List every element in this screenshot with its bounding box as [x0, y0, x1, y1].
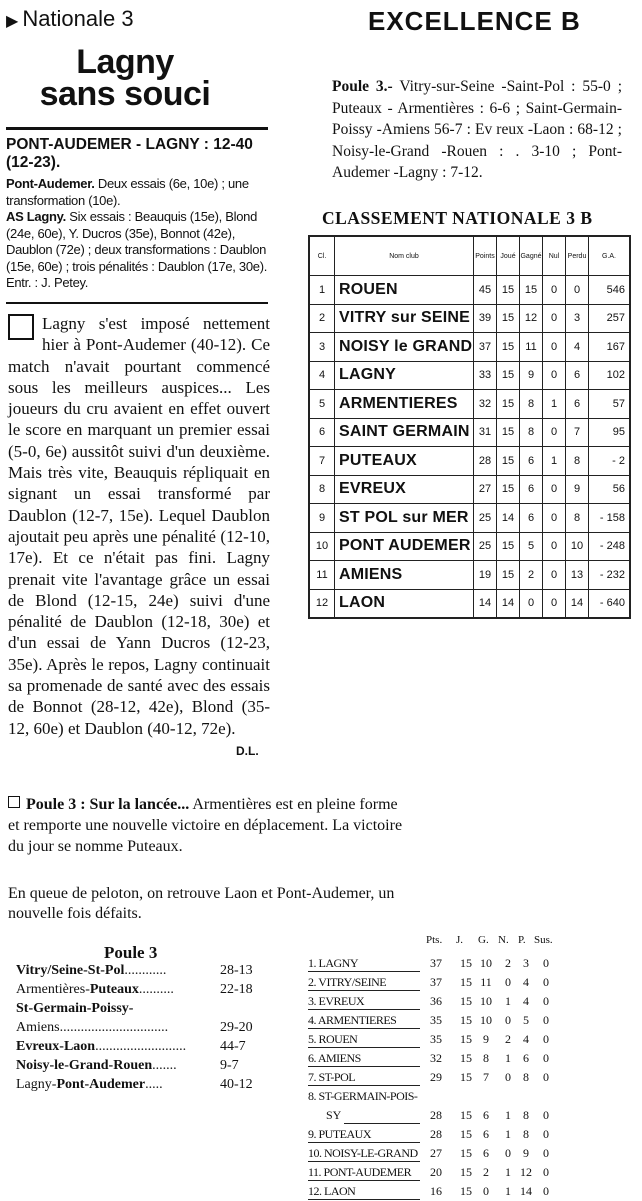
standings-s: 0 [543, 1108, 549, 1122]
poule3-results [332, 76, 622, 184]
standings-row [308, 1125, 628, 1144]
ranking-lost: 14 [566, 589, 589, 618]
ranking-rank: 3 [309, 333, 335, 362]
dotted-leader [308, 1142, 420, 1143]
ranking-played: 15 [497, 532, 520, 561]
team-b: Pont-Audemer [56, 1077, 146, 1092]
dotted-leader [308, 1180, 420, 1181]
ranking-played: 15 [497, 361, 520, 390]
standings-header [308, 930, 628, 950]
ranking-ga: 257 [589, 304, 631, 333]
pa-scorers: Deux essais (6e, 10e) ; une transformation (10e). [6, 176, 249, 208]
standings-team: 1. LAGNY [308, 956, 358, 970]
col-header: Nom club [335, 236, 474, 276]
standings-s: 0 [543, 1051, 549, 1065]
standings-row-continued [308, 1106, 628, 1125]
standings-s: 0 [543, 994, 549, 1008]
ranking-points: 19 [474, 561, 497, 590]
standings-p: 12 [520, 1165, 532, 1179]
leader-dots: ....... [152, 1058, 177, 1073]
standings-pts: 28 [430, 1127, 442, 1141]
poule3-match [16, 1077, 266, 1096]
triangle-icon: ▶ [6, 13, 19, 30]
ranking-row [309, 561, 630, 590]
ranking-played: 15 [497, 333, 520, 362]
ranking-rank: 8 [309, 475, 335, 504]
ranking-ga: - 2 [589, 447, 631, 476]
standings-n: 0 [505, 1146, 511, 1160]
ranking-club: SAINT GERMAIN [335, 418, 474, 447]
ranking-points: 14 [474, 589, 497, 618]
ranking-drawn: 1 [543, 447, 566, 476]
ranking-played: 14 [497, 504, 520, 533]
ranking-won: 8 [520, 418, 543, 447]
queue-paragraph: En queue de peloton, on retrouve Laon et Pont-Audemer, un nouvelle fois défaits. [8, 885, 395, 922]
leader-dots: .......... [138, 982, 174, 997]
standings-g: 0 [483, 1184, 489, 1198]
section-name: Nationale 3 [22, 6, 134, 31]
ranking-points: 28 [474, 447, 497, 476]
ranking-drawn: 0 [543, 304, 566, 333]
ranking-club: PONT AUDEMER [335, 532, 474, 561]
standings-col-header: N. [498, 934, 509, 946]
ranking-won: 8 [520, 390, 543, 419]
standings-n: 1 [505, 1108, 511, 1122]
pa-team: Pont-Audemer. [6, 176, 95, 191]
standings-j: 15 [460, 1146, 472, 1160]
standings-j: 15 [460, 1108, 472, 1122]
standings-s: 0 [543, 1013, 549, 1027]
dotted-leader [308, 1047, 420, 1048]
standings-n: 1 [505, 1051, 511, 1065]
ranking-club: ST POL sur MER [335, 504, 474, 533]
ranking-drawn: 0 [543, 475, 566, 504]
col-header: Nul [543, 236, 566, 276]
standings-row [308, 992, 628, 1011]
team-a: St-Germain-Poissy- [16, 1001, 134, 1016]
leader-dots: .......................... [95, 1039, 187, 1054]
ranking-lost: 6 [566, 390, 589, 419]
team-a: Noisy-le-Grand-Rouen [16, 1058, 153, 1073]
ranking-played: 15 [497, 561, 520, 590]
standings-g: 6 [483, 1127, 489, 1141]
standings-s: 0 [543, 1070, 549, 1084]
ranking-club: PUTEAUX [335, 447, 474, 476]
standings-s: 0 [543, 975, 549, 989]
ranking-won: 6 [520, 475, 543, 504]
standings-n: 1 [505, 994, 511, 1008]
ranking-rank: 4 [309, 361, 335, 390]
ranking-lost: 8 [566, 504, 589, 533]
standings-col-header: Sus. [534, 934, 553, 946]
poule3-match [16, 982, 266, 1001]
ranking-won: 6 [520, 447, 543, 476]
poule3-match [16, 1001, 266, 1020]
ranking-points: 31 [474, 418, 497, 447]
article-box-icon [8, 314, 34, 340]
ranking-lost: 4 [566, 333, 589, 362]
ranking-points: 25 [474, 504, 497, 533]
standings-j: 15 [460, 975, 472, 989]
standings-g: 10 [480, 956, 492, 970]
ranking-row [309, 589, 630, 618]
standings-j: 15 [460, 994, 472, 1008]
lagny-team: AS Lagny. [6, 209, 66, 224]
ranking-played: 15 [497, 475, 520, 504]
standings-team: 6. AMIENS [308, 1051, 361, 1065]
ranking-won: 11 [520, 333, 543, 362]
ranking-club: NOISY le GRAND [335, 333, 474, 362]
ranking-drawn: 1 [543, 390, 566, 419]
ranking-ga: - 158 [589, 504, 631, 533]
standings-row [308, 1049, 628, 1068]
ranking-rank: 2 [309, 304, 335, 333]
ranking-title: CLASSEMENT NATIONALE 3 B [322, 208, 593, 228]
ranking-won: 0 [520, 589, 543, 618]
ranking-drawn: 0 [543, 333, 566, 362]
ranking-drawn: 0 [543, 589, 566, 618]
match-score: PONT-AUDEMER - LAGNY : 12-40 (12-23). [6, 136, 253, 171]
poule3-match-score: 22-18 [220, 982, 253, 997]
ranking-drawn: 0 [543, 504, 566, 533]
poule3-match-score: 28-13 [220, 963, 253, 978]
ranking-club: LAON [335, 589, 474, 618]
poule3-match [16, 1020, 266, 1039]
dotted-leader [308, 1028, 420, 1029]
col-header: Gagné [520, 236, 543, 276]
dotted-leader [308, 1085, 420, 1086]
ranking-points: 27 [474, 475, 497, 504]
ranking-played: 15 [497, 304, 520, 333]
standings-g: 6 [483, 1146, 489, 1160]
ranking-rank: 5 [309, 390, 335, 419]
team-a: Amiens [16, 1020, 60, 1035]
standings-s: 0 [543, 1032, 549, 1046]
col-header: G.A. [589, 236, 631, 276]
poule3-match-teams [16, 1039, 186, 1055]
ranking-row [309, 418, 630, 447]
ranking-played: 14 [497, 589, 520, 618]
poule3-match-teams [16, 1058, 177, 1074]
ranking-ga: - 248 [589, 532, 631, 561]
headline [20, 43, 230, 113]
poule3-match-teams [16, 1001, 133, 1017]
standings-p: 3 [523, 956, 529, 970]
ranking-won: 9 [520, 361, 543, 390]
standings-n: 1 [505, 1184, 511, 1198]
standings-s: 0 [543, 1146, 549, 1160]
standings-g: 9 [483, 1032, 489, 1046]
ranking-rank: 1 [309, 276, 335, 305]
ranking-rank: 12 [309, 589, 335, 618]
standings-col-header: G. [478, 934, 489, 946]
standings-n: 2 [505, 956, 511, 970]
ranking-drawn: 0 [543, 561, 566, 590]
standings-g: 10 [480, 1013, 492, 1027]
ranking-club: ROUEN [335, 276, 474, 305]
standings-j: 15 [460, 1127, 472, 1141]
ranking-won: 12 [520, 304, 543, 333]
standings-pts: 29 [430, 1070, 442, 1084]
standings-p: 6 [523, 1051, 529, 1065]
standings-pts: 32 [430, 1051, 442, 1065]
standings-team: 5. ROUEN [308, 1032, 358, 1046]
standings-s: 0 [543, 956, 549, 970]
ranking-ga: 57 [589, 390, 631, 419]
ranking-row [309, 390, 630, 419]
dotted-leader [344, 1123, 420, 1124]
standings-j: 15 [460, 1013, 472, 1027]
standings-p: 4 [523, 994, 529, 1008]
standings-n: 1 [505, 1165, 511, 1179]
standings-team: 11. PONT-AUDEMER [308, 1165, 412, 1179]
standings-s: 0 [543, 1184, 549, 1198]
ranking-row [309, 475, 630, 504]
dotted-leader [308, 1066, 420, 1067]
ranking-ga: 102 [589, 361, 631, 390]
lance-title: Poule 3 : Sur la lancée... [26, 796, 190, 813]
ranking-played: 15 [497, 390, 520, 419]
headline-line2: sans souci [39, 75, 211, 113]
ranking-won: 5 [520, 532, 543, 561]
poule3-box-list [16, 963, 266, 1096]
lagny-scorers: Six essais : Beauquis (15e), Blond (24e, 60e), Y. Ducros (35e), Bonnot (42e), Daublon (72e) ; deux transformations : Daublon (15e, 60e) ; trois pénalités : Daublon (17e, 30e). Entr. : J. Petey. [6, 209, 268, 290]
standings-pts: 37 [430, 956, 442, 970]
ranking-played: 15 [497, 276, 520, 305]
ranking-drawn: 0 [543, 418, 566, 447]
standings-n: 0 [505, 975, 511, 989]
standings-col-header: P. [518, 934, 526, 946]
ranking-row [309, 532, 630, 561]
standings-pts: 28 [430, 1108, 442, 1122]
poule3-match [16, 963, 266, 982]
standings-p: 8 [523, 1070, 529, 1084]
ranking-drawn: 0 [543, 276, 566, 305]
ranking-lost: 10 [566, 532, 589, 561]
standings-n: 0 [505, 1013, 511, 1027]
standings-col-header: J. [456, 934, 464, 946]
poule3-box-heading: Poule 3 [104, 943, 158, 962]
ranking-row [309, 361, 630, 390]
standings-g: 10 [480, 994, 492, 1008]
ranking-drawn: 0 [543, 361, 566, 390]
standings-pts: 16 [430, 1184, 442, 1198]
poule3-match-score: 29-20 [220, 1020, 253, 1035]
standings-g: 2 [483, 1165, 489, 1179]
standings-row [308, 954, 628, 973]
col-header: Joué [497, 236, 520, 276]
ranking-lost: 3 [566, 304, 589, 333]
col-header: Points [474, 236, 497, 276]
poule3-match [16, 1058, 266, 1077]
ranking-points: 45 [474, 276, 497, 305]
lance-text: Armentières est en pleine forme et remporte une nouvelle victoire en déplacement. La victoire du jour se nomme Puteaux. [8, 796, 403, 855]
ranking-ga: 56 [589, 475, 631, 504]
standings-j: 15 [460, 1184, 472, 1198]
excellence-heading: EXCELLENCE B [368, 6, 581, 36]
ranking-ga: 95 [589, 418, 631, 447]
ranking-header-row [309, 236, 630, 276]
standings-pts: 35 [430, 1013, 442, 1027]
ranking-lost: 6 [566, 361, 589, 390]
standings-n: 2 [505, 1032, 511, 1046]
standings-n: 1 [505, 1127, 511, 1141]
poule3-match-score: 44-7 [220, 1039, 246, 1054]
ranking-row [309, 333, 630, 362]
standings-team: 7. ST-POL [308, 1070, 356, 1084]
ranking-points: 33 [474, 361, 497, 390]
standings-pts: 37 [430, 975, 442, 989]
team-a: Armentières- [16, 982, 90, 997]
standings-j: 15 [460, 1051, 472, 1065]
ranking-lost: 7 [566, 418, 589, 447]
ranking-lost: 8 [566, 447, 589, 476]
ranking-ga: - 640 [589, 589, 631, 618]
leader-dots: ............................... [59, 1020, 169, 1035]
ranking-rank: 9 [309, 504, 335, 533]
ranking-club: VITRY sur SEINE [335, 304, 474, 333]
standings-pts: 36 [430, 994, 442, 1008]
standings-team: 10. NOISY-LE-GRAND [308, 1146, 418, 1160]
standings-g: 8 [483, 1051, 489, 1065]
poule3-results-text: Vitry-sur-Seine -Saint-Pol : 55-0 ; Puteaux - Armentières : 6-6 ; Saint-Germain-Poissy -Amiens 56-7 : Ev reux -Laon : 68-12 ; Noisy-le-Grand -Rouen : . 3-10 ; Pont-Audemer -Lagny : 7-12. [332, 78, 622, 181]
standings-pts: 27 [430, 1146, 442, 1160]
headline-line1: Lagny [76, 43, 174, 81]
standings-s: 0 [543, 1165, 549, 1179]
ranking-points: 37 [474, 333, 497, 362]
ranking-drawn: 0 [543, 532, 566, 561]
ranking-club: EVREUX [335, 475, 474, 504]
standings-team: 3. EVREUX [308, 994, 365, 1008]
ranking-table [308, 235, 631, 619]
standings-team: 12. LAON [308, 1184, 356, 1198]
article-text: Lagny s'est imposé nettement hier à Pont-Audemer (40-12). Ce match n'avait pourtant commencé sous les meilleurs auspices... Les joueurs du cru avaient en effet ouvert le score en marquant un premier essai (5-0, 6e) aussitôt suivi d'un deuxième. Mais très vite, Beauquis répliquait en signant un essai transformé par Daublon (12-7, 15e). Lequel Daublon ajoutait peu après une pénalité (12-10, 17e). Et ce n'était pas fini. Lagny prenait vite l'avantage grâce un essai de Blond (12-15, 24e) suivi d'une pénalité de Daublon (12-18, 30e) et d'un essai de Yann Ducros (12-23, 35e). Après le repos, Lagny continuait sa promenade de santé avec des essais de Bonnot (28-12, 42e), Blond (35-12, 60e) et Daublon (40-12, 72e). [8, 314, 270, 738]
standings-j: 15 [460, 1165, 472, 1179]
ranking-lost: 9 [566, 475, 589, 504]
standings-j: 15 [460, 956, 472, 970]
ranking-points: 25 [474, 532, 497, 561]
standings-p: 5 [523, 1013, 529, 1027]
dotted-leader [308, 1161, 420, 1162]
standings-g: 11 [480, 975, 492, 989]
poule3-match-teams [16, 1077, 163, 1093]
standings-row [308, 1144, 628, 1163]
standings-team: 4. ARMENTIERES [308, 1013, 397, 1027]
standings-row [308, 1068, 628, 1087]
standings-p: 14 [520, 1184, 532, 1198]
ranking-ga: 546 [589, 276, 631, 305]
standings-row [308, 973, 628, 992]
ranking-rank: 10 [309, 532, 335, 561]
ranking-rank: 7 [309, 447, 335, 476]
poule3-match-teams [16, 1020, 168, 1036]
poule3-match-score: 9-7 [220, 1058, 239, 1073]
standings-g: 6 [483, 1108, 489, 1122]
dotted-leader [308, 1009, 420, 1010]
standings-team: 2. VITRY/SEINE [308, 975, 387, 989]
dotted-leader [308, 971, 420, 972]
ranking-points: 39 [474, 304, 497, 333]
standings-row [308, 1087, 628, 1106]
leader-dots: ..... [145, 1077, 163, 1092]
ranking-won: 6 [520, 504, 543, 533]
standings-j: 15 [460, 1070, 472, 1084]
article-signature: D.L. [236, 744, 259, 758]
scorers-rule [6, 302, 268, 304]
section-label [6, 6, 134, 32]
ranking-lost: 13 [566, 561, 589, 590]
ranking-club: LAGNY [335, 361, 474, 390]
ranking-played: 15 [497, 447, 520, 476]
standings-g: 7 [483, 1070, 489, 1084]
ranking-played: 15 [497, 418, 520, 447]
ranking-ga: 167 [589, 333, 631, 362]
square-bullet-icon [8, 796, 20, 808]
standings-team: 8. ST-GERMAIN-POIS- [308, 1089, 418, 1103]
standings-p: 8 [523, 1108, 529, 1122]
ranking-won: 15 [520, 276, 543, 305]
standings-row [308, 1030, 628, 1049]
team-a: Vitry/Seine-St-Pol [16, 963, 125, 978]
team-a: Evreux-Laon [16, 1039, 96, 1054]
standings-p: 4 [523, 1032, 529, 1046]
col-header: Perdu [566, 236, 589, 276]
standings-row [308, 1163, 628, 1182]
standings-s: 0 [543, 1127, 549, 1141]
poule3-match-score: 40-12 [220, 1077, 253, 1092]
ranking-points: 32 [474, 390, 497, 419]
ranking-row [309, 276, 630, 305]
standings-team-continued: SY [326, 1108, 342, 1122]
ranking-rank: 11 [309, 561, 335, 590]
standings-row [308, 1182, 628, 1201]
col-header: Cl. [309, 236, 335, 276]
standings-p: 4 [523, 975, 529, 989]
standings-col-header: Pts. [426, 934, 443, 946]
ranking-lost: 0 [566, 276, 589, 305]
ranking-row [309, 447, 630, 476]
ranking-ga: - 232 [589, 561, 631, 590]
standings-pts: 35 [430, 1032, 442, 1046]
team-b: Puteaux [89, 982, 139, 997]
ranking-row [309, 304, 630, 333]
article-body [8, 313, 270, 739]
ranking-club: ARMENTIERES [335, 390, 474, 419]
poule3-match-teams [16, 982, 174, 998]
leader-dots: ............ [124, 963, 167, 978]
ranking-won: 2 [520, 561, 543, 590]
standings-p: 8 [523, 1127, 529, 1141]
poule3-match [16, 1039, 266, 1058]
ranking-rank: 6 [309, 418, 335, 447]
poule3-label: Poule 3.- [332, 78, 393, 95]
lance-paragraph [8, 794, 403, 857]
poule3-match-teams [16, 963, 166, 979]
scorers-block [6, 176, 268, 292]
ranking-club: AMIENS [335, 561, 474, 590]
standings-j: 15 [460, 1032, 472, 1046]
ranking-row [309, 504, 630, 533]
headline-rule [6, 127, 268, 130]
standings-team: 9. PUTEAUX [308, 1127, 371, 1141]
standings-row [308, 1011, 628, 1030]
team-a: Lagny- [16, 1077, 57, 1092]
standings-pts: 20 [430, 1165, 442, 1179]
standings-p: 9 [523, 1146, 529, 1160]
standings-n: 0 [505, 1070, 511, 1084]
dotted-leader [308, 990, 420, 991]
